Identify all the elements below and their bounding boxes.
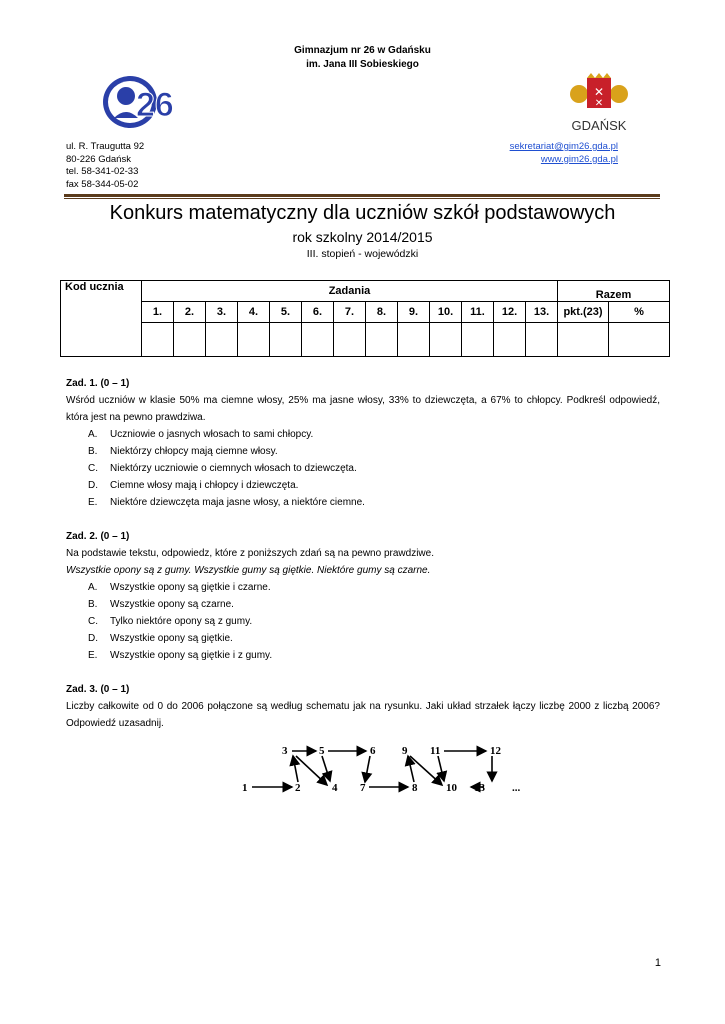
divider-thick bbox=[64, 194, 660, 197]
option-letter: B. bbox=[88, 446, 98, 457]
points-cell[interactable] bbox=[558, 323, 609, 357]
phone: tel. 58-341-02-33 bbox=[66, 166, 139, 177]
answer-option[interactable] bbox=[66, 579, 660, 596]
answer-option[interactable] bbox=[66, 460, 660, 477]
option-text: Niektórzy chłopcy mają ciemne włosy. bbox=[110, 446, 278, 457]
diagram-arrow bbox=[438, 756, 444, 781]
street: ul. R. Traugutta 92 bbox=[66, 141, 145, 152]
diagram-top-label: 5 bbox=[319, 745, 325, 757]
task-col-13: 13. bbox=[526, 302, 558, 323]
question-2-heading: Zad. 2. (0 – 1) bbox=[66, 531, 130, 542]
answer-option[interactable] bbox=[66, 443, 660, 460]
option-text: Wszystkie opony są giętkie i czarne. bbox=[110, 582, 271, 593]
score-cell[interactable] bbox=[302, 323, 334, 357]
score-cell[interactable] bbox=[142, 323, 174, 357]
website-link[interactable]: www.gim26.gda.pl bbox=[540, 153, 618, 165]
option-letter: C. bbox=[88, 463, 98, 474]
option-letter: D. bbox=[88, 480, 98, 491]
question-1-text: Wśród uczniów w klasie 50% ma ciemne włosy, 25% ma jasne włosy, 33% to dziewczęta, a 67% to chłopcy. Podkreśl odpowiedź, która jest na pewno prawdziwa. bbox=[66, 395, 660, 423]
option-letter: C. bbox=[88, 616, 98, 627]
diagram-bottom-label: 13 bbox=[474, 782, 485, 794]
diagram-arrow bbox=[293, 756, 298, 782]
score-cell[interactable] bbox=[462, 323, 494, 357]
score-cell[interactable] bbox=[398, 323, 430, 357]
sum-header: Razem bbox=[558, 281, 670, 302]
answer-option[interactable] bbox=[66, 647, 660, 664]
option-text: Niektóre dziewczęta maja jasne włosy, a niektóre ciemne. bbox=[110, 497, 365, 508]
diagram-top-label: 9 bbox=[402, 745, 408, 757]
answer-option[interactable] bbox=[66, 477, 660, 494]
svg-text:✕: ✕ bbox=[594, 98, 604, 109]
option-letter: E. bbox=[88, 497, 98, 508]
postal-city: 80-226 Gdańsk bbox=[66, 153, 131, 165]
option-text: Ciemne włosy mają i chłopcy i dziewczęta. bbox=[110, 480, 299, 491]
option-letter: A. bbox=[88, 429, 98, 440]
task-col-12: 12. bbox=[494, 302, 526, 323]
gdansk-crest bbox=[565, 72, 633, 134]
code-header: Kod ucznia bbox=[61, 281, 142, 357]
percent-cell[interactable] bbox=[609, 323, 670, 357]
diagram-arrow bbox=[410, 756, 442, 785]
svg-text:✕: ✕ bbox=[593, 85, 605, 99]
option-text: Wszystkie opony są giętkie i z gumy. bbox=[110, 650, 273, 661]
diagram-top-label: 3 bbox=[282, 745, 288, 757]
task-col-10: 10. bbox=[430, 302, 462, 323]
diagram-top-label: 11 bbox=[430, 745, 441, 757]
question-2 bbox=[66, 528, 660, 664]
school-logo bbox=[100, 72, 178, 130]
diagram-arrow bbox=[365, 756, 370, 782]
score-cell[interactable] bbox=[174, 323, 206, 357]
score-cell[interactable] bbox=[494, 323, 526, 357]
diagram-arrow bbox=[296, 756, 327, 785]
option-letter: D. bbox=[88, 633, 98, 644]
question-1-heading: Zad. 1. (0 – 1) bbox=[66, 378, 130, 389]
school-year: rok szkolny 2014/2015 bbox=[292, 229, 433, 245]
task-col-5: 5. bbox=[270, 302, 302, 323]
logo-number: 26 bbox=[136, 86, 174, 124]
diagram-bottom-label: 1 bbox=[242, 782, 248, 794]
score-cell[interactable] bbox=[334, 323, 366, 357]
city-name: GDAŃSK bbox=[571, 118, 627, 133]
question-2-premise: Wszystkie opony są z gumy. Wszystkie gumy są giętkie. Niektóre gumy są czarne. bbox=[66, 565, 431, 576]
option-text: Wszystkie opony są giętkie. bbox=[110, 633, 233, 644]
score-cell[interactable] bbox=[526, 323, 558, 357]
score-cell[interactable] bbox=[366, 323, 398, 357]
diagram-bottom-label: ... bbox=[512, 782, 521, 794]
option-text: Wszystkie opony są czarne. bbox=[110, 599, 234, 610]
diagram-arrow bbox=[408, 756, 414, 782]
diagram-top-label: 12 bbox=[490, 745, 501, 757]
question-3 bbox=[66, 681, 660, 732]
answer-option[interactable] bbox=[66, 596, 660, 613]
task-col-7: 7. bbox=[334, 302, 366, 323]
task-col-9: 9. bbox=[398, 302, 430, 323]
divider-thin bbox=[64, 198, 660, 199]
task-col-2: 2. bbox=[174, 302, 206, 323]
option-text: Uczniowie o jasnych włosach to sami chłopcy. bbox=[110, 429, 314, 440]
answer-option[interactable] bbox=[66, 630, 660, 647]
score-cell[interactable] bbox=[270, 323, 302, 357]
task-col-4: 4. bbox=[238, 302, 270, 323]
score-cell[interactable] bbox=[430, 323, 462, 357]
page-number: 1 bbox=[654, 957, 661, 969]
question-3-text: Liczby całkowite od 0 do 2006 połączone są według schematu jak na rysunku. Jaki układ strzałek łączy liczbę 2000 z liczbą 2006? Odpowiedź uzasadnij. bbox=[66, 701, 660, 729]
question-1 bbox=[66, 375, 660, 511]
task-col-11: 11. bbox=[462, 302, 494, 323]
percent-col: % bbox=[609, 302, 670, 323]
question-2-text: Na podstawie tekstu, odpowiedz, które z poniższych zdań są na pewno prawdziwe. bbox=[66, 548, 434, 559]
task-col-6: 6. bbox=[302, 302, 334, 323]
option-letter: A. bbox=[88, 582, 98, 593]
diagram-bottom-label: 10 bbox=[446, 782, 457, 794]
contact-links bbox=[510, 141, 618, 166]
diagram-bottom-label: 4 bbox=[332, 782, 338, 794]
fax: fax 58-344-05-02 bbox=[66, 178, 139, 190]
points-col: pkt.(23) bbox=[558, 302, 609, 323]
option-letter: B. bbox=[88, 599, 98, 610]
task-col-3: 3. bbox=[206, 302, 238, 323]
email-link[interactable]: sekretariat@gim26.gda.pl bbox=[509, 141, 618, 152]
score-cell[interactable] bbox=[238, 323, 270, 357]
option-letter: E. bbox=[88, 650, 98, 661]
task-col-1: 1. bbox=[142, 302, 174, 323]
diagram-top-label: 6 bbox=[370, 745, 376, 757]
score-cell[interactable] bbox=[206, 323, 238, 357]
diagram-arrow bbox=[322, 756, 330, 781]
answer-option[interactable] bbox=[66, 426, 660, 443]
answer-option[interactable] bbox=[66, 613, 660, 630]
school-address bbox=[66, 141, 144, 191]
school-line-1: Gimnazjum nr 26 w Gdańsku bbox=[294, 45, 431, 56]
diagram-bottom-label: 8 bbox=[412, 782, 418, 794]
question-3-heading: Zad. 3. (0 – 1) bbox=[66, 684, 130, 695]
diagram-bottom-label: 2 bbox=[295, 782, 301, 794]
diagram-bottom-label: 7 bbox=[360, 782, 366, 794]
contest-stage: III. stopień - wojewódzki bbox=[306, 248, 419, 260]
tasks-header: Zadania bbox=[142, 281, 558, 302]
option-text: Tylko niektóre opony są z gumy. bbox=[110, 616, 253, 627]
school-line-2: im. Jana III Sobieskiego bbox=[306, 59, 419, 70]
option-text: Niektórzy uczniowie o ciemnych włosach to dziewczęta. bbox=[110, 463, 357, 474]
score-table bbox=[60, 280, 670, 357]
page-title: Konkurs matematyczny dla uczniów szkół podstawowych bbox=[109, 202, 616, 224]
answer-option[interactable] bbox=[66, 494, 660, 511]
task-col-8: 8. bbox=[366, 302, 398, 323]
school-name bbox=[0, 44, 725, 72]
arrow-diagram bbox=[230, 740, 540, 800]
